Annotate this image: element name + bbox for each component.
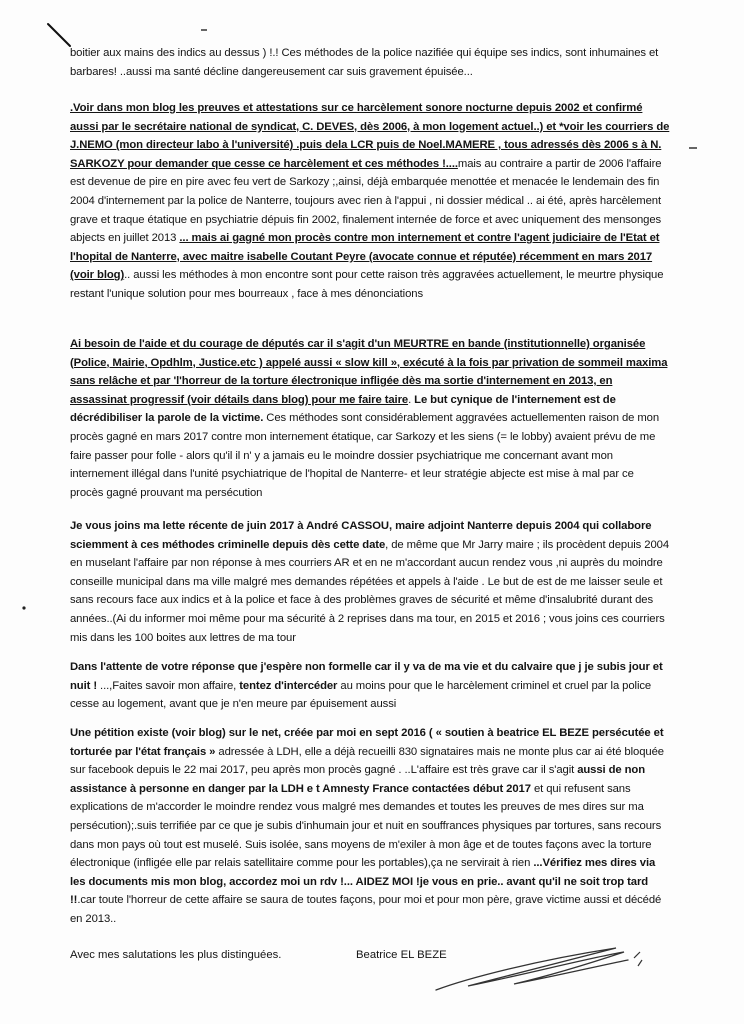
text-run: Ces méthodes sont considérablement aggravées actuellementen raison de mon procès gagné en mars 2017 contre mon internement étatique, car Sarkozy et les siens (= le lobby) avaient prévu de me faire passer pour folle - alors qu'il il n' y a jamais eu le moindre dossier psychiatrique me concernant avant mon internement illégal dans l'unité psychiatrique de l'hopital de Nanterre- et leur stratégie abjecte est mise à mal par ce procès gagné prouvant ma persécution bbox=[70, 412, 660, 499]
scan-mark-top bbox=[200, 26, 210, 34]
paragraph-request-for-help bbox=[70, 335, 670, 502]
paragraph-health bbox=[70, 44, 670, 81]
text-run: aussi de non assistance à personne en danger par la LDH e t Amnesty France contactées début 2017 bbox=[70, 764, 646, 795]
text-run: Une pétition existe (voir blog) sur le net, créée par moi en sept 2016 ( « soutien à beatrice EL BEZE persécutée et torturée par l'état français » bbox=[70, 727, 664, 758]
text-run: Le but cynique de l'internement est de décrédibiliser la parole de la victime. bbox=[70, 393, 616, 425]
paragraph-petition bbox=[70, 724, 670, 929]
text-run: Ai besoin de l'aide et du courage de députés car il s'agit d'un MEURTRE en bande (institutionnelle) organisée (Police, Mairie, Opdhlm, Justice.etc ) appelé aussi « slow kill », exécuté à la fois par privation de sommeil maxima sans relâche et par 'l'horreur de la torture électronique infligée dès ma sortie d'internement en 2013, en assassinat progressif (voir détails dans blog) pour me faire taire bbox=[70, 338, 668, 406]
text-run: au moins pour que le harcèlement criminel et cruel par la police cesse au logement, avant que je n'en meure par épuisement aussi bbox=[70, 679, 652, 711]
text-run: et qui refusent sans explications de m'accorder le moindre rendez vous malgré mes demandes et toutes les preuves de mes dires sur ma persécution);.suis terrifiée par ce que je subis d'inhumain jour et nuit en souffrances physiques par tortures, sans recours dans mon pays où tout est muselé. Suis isolée, sans moyens de m'exiler à mon âge et de toutes façons avec la torture électronique (infligée elle par relais satellitaire comme pour les portables),ça ne servirait à rien bbox=[70, 782, 662, 870]
text-run: .car toute l'horreur de cette affaire se saura de toutes façons, pour moi et pour mon père, grave victime aussi et décédé en 2013.. bbox=[70, 894, 662, 925]
scan-mark-right bbox=[688, 144, 700, 152]
paragraph-blog-evidence bbox=[70, 99, 670, 304]
closing-salutation: Avec mes salutations les plus distinguées. bbox=[70, 949, 282, 961]
text-run: , de même que Mr Jarry maire ; ils procèdent depuis 2004 en muselant l'affaire par non réponse à mes courriers AR et en ne m'accordant aucun rendez vous ,ni auprès du moindre conseille municipal dans ma ville malgré mes demandes répétées et appels à l'aide . Le but de est de me laisser seule et sans recours face aux indics et à la police et face à des problèmes graves de sécurité et même d'insalubrité durant des années..(Ai du informer moi même pour ma sécurité à 2 reprises dans ma tour, en 2015 et 2016 ; vous joins ces courriers mis dans les 100 boites aux lettres de ma tour bbox=[70, 538, 670, 644]
text-run: boitier aux mains des indics au dessus ) !.! Ces méthodes de la police nazifiée qui équipe ses indics, sont inhumaines et barbares! ..aussi ma santé décline dangereusement car suis gravement épuisée... bbox=[70, 47, 659, 78]
text-run: ...,Faites savoir mon affaire, bbox=[100, 679, 240, 692]
text-run: ... mais ai gagné mon procès contre mon internement et contre l'agent judiciaire de l'Etat et l'hopital de Nanterre, avec maitre isabelle Coutant Peyre (avocate connue et réputée) récemment en mars 2017 (voir blog) bbox=[70, 232, 660, 282]
text-run: ...Vérifiez mes dires via les documents mis mon blog, accordez moi un rdv !... AIDEZ MOI !je vous en prie.. avant qu'il ne soit trop tard !! bbox=[70, 857, 656, 907]
text-run: .. aussi les méthodes à mon encontre sont pour cette raison très aggravées actuellement, le meurtre physique restant l'unique solution pour mes bourreaux , face à mes dénonciations bbox=[70, 269, 664, 300]
paragraph-mayor-letter bbox=[70, 517, 670, 647]
handwritten-signature bbox=[428, 938, 658, 998]
paragraph-awaiting-reply bbox=[70, 658, 670, 714]
text-run: . bbox=[408, 393, 415, 406]
text-run: mais au contraire a partir de 2006 l'affaire est devenue de pire en pire avec feu vert de Sarkozy ;,ainsi, déjà embarquée menottée et menacée le lendemain des fin 2004 d'internement par la police de Nanterre, toujours avec rien à l'appui , ni dossier médical .. ai été, après harcèlement grave et traque étatique en psychiatrie dépuis fin 2002, finalement internée de force et avec uniquement des mensonges abjects en juillet 2013 bbox=[70, 157, 662, 245]
signer-name: Beatrice EL BEZE bbox=[356, 949, 447, 961]
text-run: Dans l'attente de votre réponse que j'espère non formelle car il y va de ma vie et du calvaire que j je subis jour et nuit ! bbox=[70, 661, 663, 692]
text-run: tentez d'intercéder bbox=[239, 679, 338, 692]
text-run: .Voir dans mon blog les preuves et attestations sur ce harcèlement sonore nocturne depuis 2002 et confirmé aussi par le secrétaire national de syndicat, C. DEVES, dès 2006, à mon logement actuel..) et *voir les courriers de J.NEMO (mon directeur labo à l'université) .puis dela LCR puis de Noel.MAMERE , tous adressés dès 2006 s à N. SARKOZY pour demander que cesse ce harcèlement et ces méthodes !.... bbox=[70, 102, 670, 170]
scan-mark-left bbox=[20, 604, 28, 612]
text-run: adressée à LDH, elle a déjà recueilli 830 signataires mais ne monte plus car ai été bloquée sur facebook depuis le 22 mai 2017, peu après mon procès gagné . ..L'affaire est très grave car il s'agit bbox=[70, 745, 664, 777]
text-run: Je vous joins ma lette récente de juin 2017 à André CASSOU, maire adjoint Nanterre depuis 2004 qui collabore sciemment à ces méthodes criminelle depuis dès cette date bbox=[70, 520, 652, 551]
